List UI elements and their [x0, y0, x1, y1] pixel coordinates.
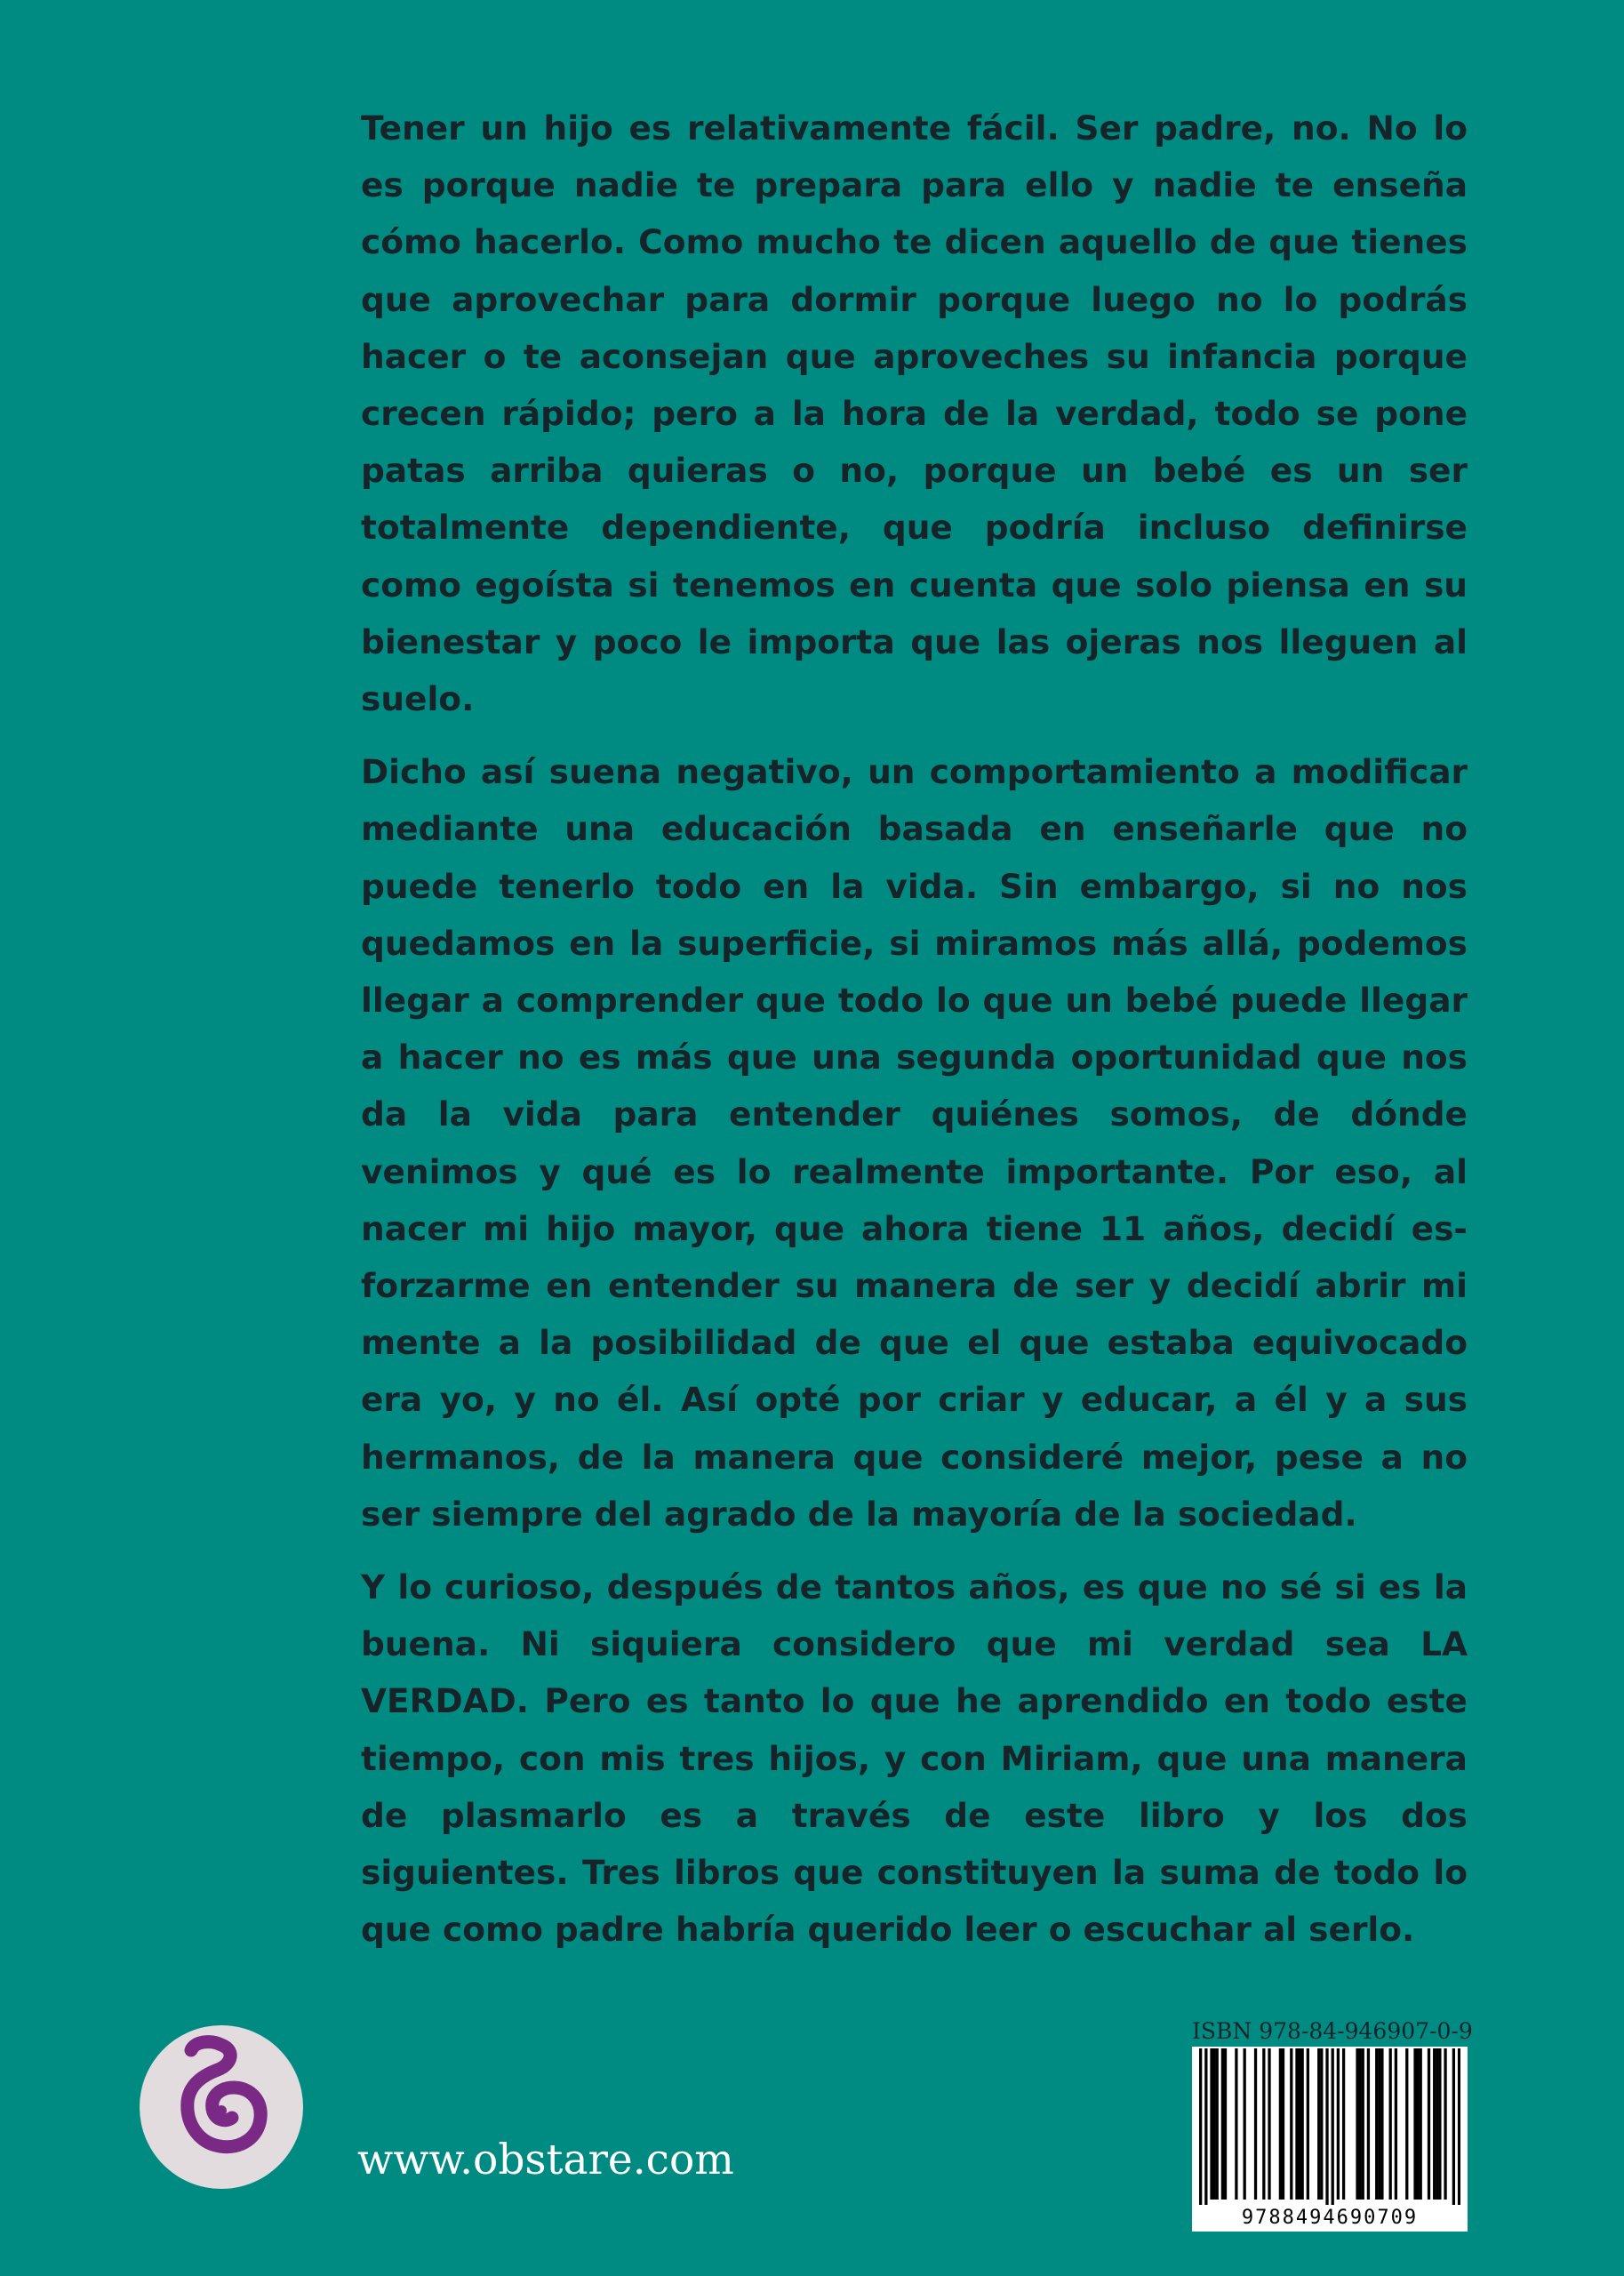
publisher-website: www.obstare.com — [357, 2136, 734, 2184]
barcode-bar — [1452, 2048, 1455, 2205]
barcode-bar — [1380, 2048, 1383, 2200]
barcode-bar — [1416, 2048, 1419, 2200]
barcode-bar — [1438, 2048, 1441, 2200]
barcode-bar — [1444, 2048, 1446, 2200]
paragraph-2: Dicho así suena negativo, un comportamiento a modificar mediante una educación basada en enseñarle que no puede tenerlo todo en la vida. Sin embargo, si no nos quedamos en la superficie, si miramos más allá, podemos llegar a comprender que todo lo que un bebé puede llegar a hacer no es más que una segunda oportunidad que nos da la vida para entender quiénes somos, de dónde venimos y qué es lo realmente importante. Por eso, al nacer mi hijo mayor, que ahora tiene 11 años, decidí esforzarme en entender su manera de ser y decidí abrir mi mente a la posibilidad de que el que estaba equivocado era yo, y no él. Así opté por criar y educar, a él y a sus hermanos, de la manera que consideré mejor, pese a no ser siempre del agrado de la mayoría de la sociedad. — [361, 752, 1468, 1534]
barcode-bar — [1262, 2048, 1265, 2200]
barcode-bar — [1204, 2048, 1207, 2205]
barcode-bar — [1298, 2048, 1300, 2200]
barcode-bar — [1332, 2048, 1334, 2205]
obstare-spiral-logo-icon — [140, 2025, 303, 2189]
paragraph-1: Tener un hijo es relativamente fácil. Ser padre, no. No lo es porque nadie te prepara para ello y nadie te enseña cómo hacerlo. Como mucho te dicen aquello de que tienes que aprovechar para dormir porque luego no lo podrás hacer o te aconsejan que aproveches su infancia porque crecen rápido; pero a la hora de la verdad, todo se pone patas arriba quieras o no, porque un bebé es un ser totalmente dependiente, que podría incluso definirse como egoísta si tenemos en cuenta que solo piensa en su bienestar y poco le importa que las ojeras nos lleguen al suelo. — [361, 108, 1468, 719]
barcode-bar — [1378, 2048, 1380, 2200]
barcode-bar — [1413, 2048, 1416, 2200]
barcode-bar — [1301, 2048, 1304, 2200]
barcode-bar — [1356, 2048, 1358, 2200]
barcode-bar — [1420, 2048, 1422, 2200]
paragraph-3: Y lo curioso, después de tantos años, es que no sé si es la buena. Ni siquiera considero que mi verdad sea LA VERDAD. Pero es tanto lo que he aprendido en todo este tiempo, con mis tres hijos, y con Miriam, que una manera de plasmarlo es a través de este libro y los dos siguientes. Tres libros que constituyen la suma de todo lo que como padre habría querido leer o escuchar al serlo. — [361, 1567, 1468, 1950]
barcode-bar — [1307, 2048, 1309, 2200]
barcode-bar — [1244, 2048, 1246, 2200]
barcode-bar — [1436, 2048, 1438, 2200]
barcode-digits: 9788494690709 — [1241, 2207, 1419, 2229]
barcode-bar — [1268, 2048, 1270, 2200]
barcode-bar — [1337, 2048, 1340, 2200]
barcode-bar — [1325, 2048, 1328, 2205]
barcode-bar — [1395, 2048, 1397, 2200]
barcode-bar — [1235, 2048, 1237, 2200]
barcode-bar — [1375, 2048, 1378, 2200]
barcode-bar — [1405, 2048, 1408, 2200]
barcode-bar — [1317, 2048, 1320, 2200]
barcode-bar — [1221, 2048, 1224, 2200]
barcode-bar — [1367, 2048, 1370, 2200]
barcode-bar — [1290, 2048, 1292, 2200]
barcode-bar — [1358, 2048, 1361, 2200]
barcode-bar — [1210, 2048, 1212, 2200]
barcode-bar — [1428, 2048, 1430, 2200]
barcode-bar — [1295, 2048, 1298, 2200]
barcode-bar — [1458, 2048, 1460, 2205]
barcode-bar — [1389, 2048, 1392, 2200]
barcode-bar — [1282, 2048, 1284, 2200]
barcode-bar — [1199, 2048, 1202, 2205]
barcode-bar — [1212, 2048, 1215, 2200]
isbn-barcode — [1192, 2047, 1468, 2232]
isbn-label: ISBN 978-84-946907-0-9 — [1192, 2018, 1473, 2044]
barcode-bar — [1224, 2048, 1227, 2200]
barcode-bar — [1320, 2048, 1323, 2200]
barcode-bar — [1362, 2048, 1364, 2200]
barcode-bar — [1216, 2048, 1219, 2200]
barcode-bar — [1342, 2048, 1345, 2200]
barcode-bar — [1254, 2048, 1257, 2200]
barcode-bar — [1279, 2048, 1282, 2200]
barcode-bar — [1433, 2048, 1436, 2200]
back-cover-text — [361, 100, 1468, 1975]
barcode-bars — [1199, 2048, 1460, 2205]
